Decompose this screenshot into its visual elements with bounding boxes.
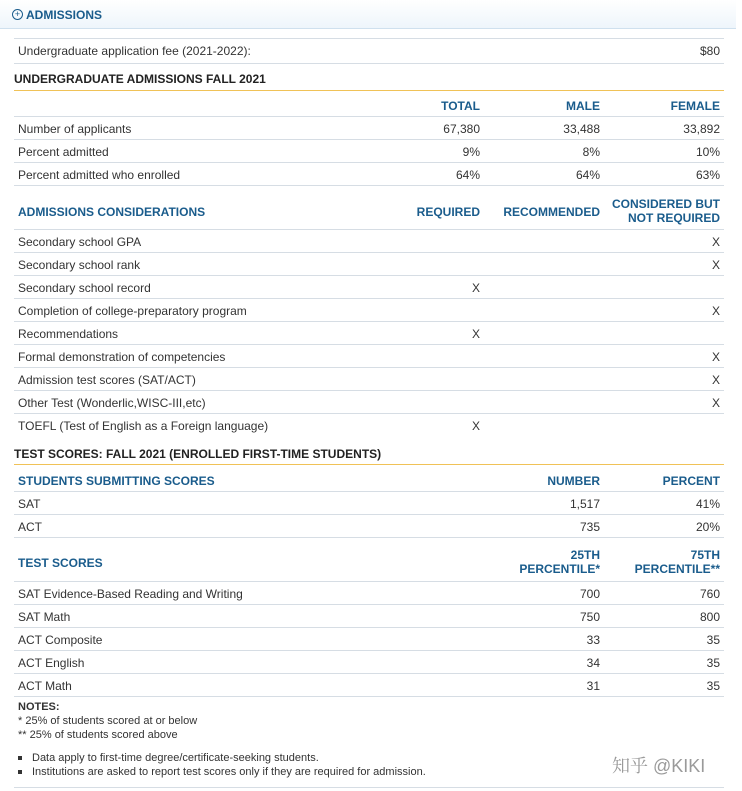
row-label: TOEFL (Test of English as a Foreign language) [18,419,269,433]
col-recommended: RECOMMENDED [503,205,600,219]
row-label: Admission test scores (SAT/ACT) [18,373,196,387]
col-considered-line1: CONSIDERED BUT [611,197,720,211]
table-row [14,368,724,391]
admissions-header[interactable] [0,0,736,29]
notes-line1: * 25% of students scored at or below [18,715,198,727]
col-female: FEMALE [670,99,720,113]
cell-number: 735 [579,520,600,534]
row-label: ACT [18,520,42,534]
table-row [14,414,724,436]
row-label: SAT Math [18,610,71,624]
table-row [14,391,724,414]
circle-plus-icon[interactable]: + [12,9,23,20]
submitting-header [14,467,724,492]
cell-female: 10% [695,145,720,159]
row-label: Percent admitted who enrolled [18,168,181,182]
row-label: Secondary school GPA [18,235,142,249]
cell-considered: X [711,373,720,387]
table-row [14,515,724,538]
cell-required: X [471,281,480,295]
table-row [14,276,724,299]
row-label: Secondary school rank [18,258,141,272]
row-label: Completion of college-preparatory program [18,304,247,318]
notes-bullet [18,752,319,764]
col-percent: PERCENT [662,474,720,488]
row-label: ACT Composite [18,633,103,647]
cell-25th: 750 [579,610,600,624]
table-row [14,163,724,186]
watermark: 知乎 @KIKI [612,756,706,776]
cell-percent: 41% [695,497,720,511]
table-row [14,299,724,322]
cell-required: X [471,327,480,341]
notes-bullet [18,766,426,778]
cell-25th: 700 [579,587,600,601]
cell-75th: 800 [699,610,720,624]
col-total: TOTAL [441,99,480,113]
admissions-title: ADMISSIONS [26,8,103,22]
section-divider [14,464,724,465]
table-row [14,230,724,253]
notes-title: NOTES: [18,701,60,713]
table-row [14,345,724,368]
cell-considered: X [711,396,720,410]
col-25th-line2: PERCENTILE* [519,562,600,576]
notes-line2: ** 25% of students scored above [18,729,178,741]
table-row [14,674,724,697]
cell-25th: 34 [586,656,600,670]
admissions-fall-title: UNDERGRADUATE ADMISSIONS FALL 2021 [14,72,266,86]
table-row [14,628,724,651]
cell-considered: X [711,235,720,249]
cell-number: 1,517 [569,497,600,511]
cell-considered: X [711,350,720,364]
test-scores-header [14,545,724,582]
cell-75th: 760 [699,587,720,601]
section-divider [14,90,724,91]
cell-male: 64% [575,168,600,182]
cell-total: 9% [462,145,480,159]
bottom-divider [14,787,724,788]
table-row [14,322,724,345]
bullet-square-icon [18,756,22,760]
row-label: Formal demonstration of competencies [18,350,226,364]
cell-considered: X [711,258,720,272]
table-row [14,492,724,515]
cell-required: X [471,419,480,433]
cell-75th: 35 [706,679,720,693]
table-row [14,651,724,674]
row-label: ACT English [18,656,85,670]
row-label: Recommendations [18,327,119,341]
cell-considered: X [711,304,720,318]
admissions-fall-header [14,92,724,117]
fee-value: $80 [699,44,720,58]
cell-male: 33,488 [563,122,600,136]
considerations-title: ADMISSIONS CONSIDERATIONS [18,205,206,219]
col-male: MALE [566,99,600,113]
fee-label: Undergraduate application fee (2021-2022): [18,44,251,58]
col-number: NUMBER [547,474,600,488]
submitting-title: STUDENTS SUBMITTING SCORES [18,474,215,488]
test-scores-title: TEST SCORES: FALL 2021 (ENROLLED FIRST-TIME STUDENTS) [14,447,382,461]
cell-percent: 20% [695,520,720,534]
table-row [14,582,724,605]
col-25th-line1: 25TH [570,548,600,562]
bullet-text: Data apply to first-time degree/certificate-seeking students. [32,752,319,764]
bullet-square-icon [18,770,22,774]
row-label: Number of applicants [18,122,132,136]
col-required: REQUIRED [416,205,480,219]
table-row [14,253,724,276]
cell-male: 8% [582,145,600,159]
considerations-header [14,194,724,230]
row-label: ACT Math [18,679,72,693]
cell-female: 33,892 [683,122,720,136]
row-label: SAT Evidence-Based Reading and Writing [18,587,243,601]
table-row [14,605,724,628]
cell-75th: 35 [706,656,720,670]
table-row [14,117,724,140]
row-label: Other Test (Wonderlic,WISC-III,etc) [18,396,206,410]
cell-total: 67,380 [443,122,480,136]
cell-female: 63% [695,168,720,182]
test-scores-subtitle: TEST SCORES [18,556,103,570]
cell-25th: 31 [586,679,600,693]
cell-total: 64% [455,168,480,182]
row-label: Secondary school record [18,281,151,295]
bullet-text: Institutions are asked to report test scores only if they are required for admission. [32,766,426,778]
col-considered-line2: NOT REQUIRED [627,211,720,225]
row-label: SAT [18,497,41,511]
table-row [14,140,724,163]
cell-25th: 33 [586,633,600,647]
col-75th-line1: 75TH [690,548,720,562]
application-fee-row [14,38,724,64]
cell-75th: 35 [706,633,720,647]
col-75th-line2: PERCENTILE** [634,562,720,576]
row-label: Percent admitted [18,145,109,159]
